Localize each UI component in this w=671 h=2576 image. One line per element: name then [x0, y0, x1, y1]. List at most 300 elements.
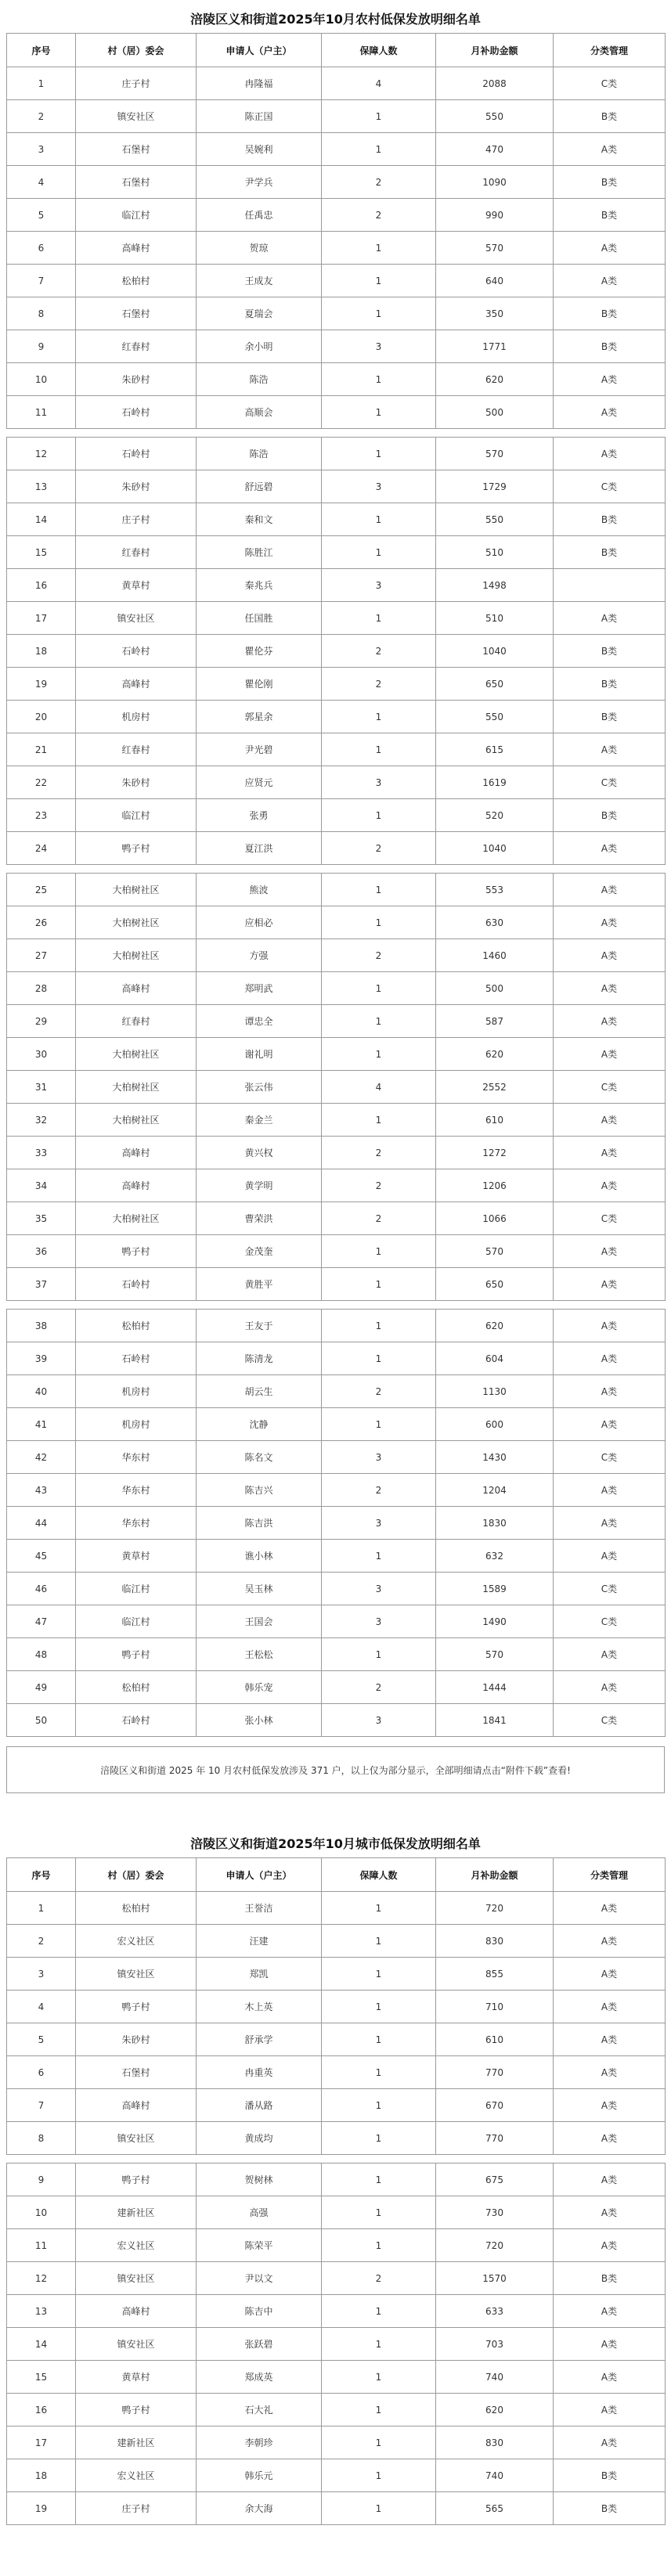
cell-applicant: 余大海	[197, 2492, 322, 2525]
cell-persons: 1	[322, 133, 436, 166]
cell-committee: 石岭村	[76, 1342, 197, 1375]
cell-serial: 37	[7, 1268, 76, 1301]
cell-persons: 1	[322, 2459, 436, 2492]
cell-applicant: 陈吉中	[197, 2295, 322, 2328]
table-row	[7, 2295, 666, 2328]
cell-serial: 43	[7, 1474, 76, 1507]
cell-applicant: 秦兆兵	[197, 569, 322, 602]
cell-category: B类	[554, 100, 666, 133]
cell-category: A类	[554, 1342, 666, 1375]
cell-persons: 1	[322, 1310, 436, 1342]
cell-category: A类	[554, 1892, 666, 1925]
cell-applicant: 瞿伦刚	[197, 668, 322, 701]
table-row	[7, 2459, 666, 2492]
table-row	[7, 166, 666, 199]
cell-applicant: 韩乐宠	[197, 1671, 322, 1704]
cell-committee: 大柏树社区	[76, 1071, 197, 1104]
cell-serial: 21	[7, 733, 76, 766]
cell-category: A类	[554, 438, 666, 470]
cell-applicant: 张跃碧	[197, 2328, 322, 2361]
cell-committee: 华东村	[76, 1474, 197, 1507]
cell-applicant: 郑明武	[197, 972, 322, 1005]
cell-amount: 570	[436, 232, 554, 265]
cell-persons: 1	[322, 363, 436, 396]
cell-serial: 5	[7, 2023, 76, 2056]
table-row	[7, 1704, 666, 1737]
cell-serial: 15	[7, 536, 76, 569]
cell-amount: 1040	[436, 635, 554, 668]
cell-committee: 宏义社区	[76, 1925, 197, 1958]
cell-category: A类	[554, 1408, 666, 1441]
cell-serial: 23	[7, 799, 76, 832]
cell-category: A类	[554, 2295, 666, 2328]
rural-table-4	[6, 1309, 666, 1737]
cell-committee: 黄草村	[76, 2361, 197, 2394]
cell-applicant: 高顺会	[197, 396, 322, 429]
cell-category: A类	[554, 2426, 666, 2459]
cell-persons: 2	[322, 1137, 436, 1169]
rural-note: 涪陵区义和街道 2025 年 10 月农村低保发放涉及 371 户，以上仅为部分显示，全部明细请点击“附件下载”查看!	[6, 1746, 665, 1793]
cell-category: A类	[554, 1375, 666, 1408]
cell-applicant: 舒远碧	[197, 470, 322, 503]
cell-persons: 3	[322, 1704, 436, 1737]
cell-amount: 604	[436, 1342, 554, 1375]
cell-persons: 1	[322, 2229, 436, 2262]
cell-persons: 1	[322, 874, 436, 906]
cell-committee: 石堡村	[76, 297, 197, 330]
cell-amount: 1066	[436, 1202, 554, 1235]
cell-amount: 633	[436, 2295, 554, 2328]
cell-applicant: 方强	[197, 939, 322, 972]
cell-persons: 1	[322, 2089, 436, 2122]
cell-applicant: 潘从路	[197, 2089, 322, 2122]
cell-category: A类	[554, 133, 666, 166]
cell-serial: 17	[7, 602, 76, 635]
cell-committee: 庄子村	[76, 67, 197, 100]
table-row	[7, 1671, 666, 1704]
cell-applicant: 吴玉林	[197, 1573, 322, 1605]
cell-category: A类	[554, 1137, 666, 1169]
cell-persons: 1	[322, 1038, 436, 1071]
cell-serial: 8	[7, 2122, 76, 2155]
cell-amount: 703	[436, 2328, 554, 2361]
table-row	[7, 2229, 666, 2262]
table-row	[7, 1408, 666, 1441]
header-committee: 村（居）委会	[76, 34, 197, 67]
cell-category: A类	[554, 2023, 666, 2056]
table-row	[7, 503, 666, 536]
cell-committee: 高峰村	[76, 972, 197, 1005]
cell-persons: 3	[322, 330, 436, 363]
cell-applicant: 高强	[197, 2196, 322, 2229]
cell-persons: 2	[322, 1169, 436, 1202]
cell-committee: 鸭子村	[76, 832, 197, 865]
table-row	[7, 470, 666, 503]
cell-amount: 470	[436, 133, 554, 166]
cell-applicant: 郭星余	[197, 701, 322, 733]
cell-applicant: 金茂奎	[197, 1235, 322, 1268]
cell-applicant: 张小林	[197, 1704, 322, 1737]
cell-applicant: 黄成均	[197, 2122, 322, 2155]
rural-table-section	[6, 33, 665, 1737]
cell-category: A类	[554, 1925, 666, 1958]
cell-committee: 大柏树社区	[76, 874, 197, 906]
cell-amount: 720	[436, 1892, 554, 1925]
cell-applicant: 黄学明	[197, 1169, 322, 1202]
cell-category: B类	[554, 2459, 666, 2492]
cell-serial: 26	[7, 906, 76, 939]
cell-applicant: 尹光碧	[197, 733, 322, 766]
table-row	[7, 1573, 666, 1605]
cell-amount: 1570	[436, 2262, 554, 2295]
cell-committee: 松柏村	[76, 1671, 197, 1704]
cell-amount: 620	[436, 363, 554, 396]
cell-amount: 855	[436, 1958, 554, 1991]
cell-applicant: 贺琼	[197, 232, 322, 265]
table-row	[7, 199, 666, 232]
cell-committee: 建新社区	[76, 2196, 197, 2229]
cell-amount: 1490	[436, 1605, 554, 1638]
cell-persons: 2	[322, 1671, 436, 1704]
cell-committee: 鸭子村	[76, 1991, 197, 2023]
cell-amount: 1841	[436, 1704, 554, 1737]
cell-applicant: 韩乐元	[197, 2459, 322, 2492]
cell-category: B类	[554, 668, 666, 701]
table-row	[7, 701, 666, 733]
cell-serial: 6	[7, 2056, 76, 2089]
cell-category: A类	[554, 363, 666, 396]
table-row	[7, 2196, 666, 2229]
table-row	[7, 1202, 666, 1235]
cell-persons: 1	[322, 602, 436, 635]
cell-committee: 黄草村	[76, 1540, 197, 1573]
cell-persons: 3	[322, 1507, 436, 1540]
cell-persons: 2	[322, 166, 436, 199]
cell-category: A类	[554, 1958, 666, 1991]
cell-amount: 620	[436, 2394, 554, 2426]
rural-table-2	[6, 437, 666, 865]
cell-category: C类	[554, 1071, 666, 1104]
cell-persons: 2	[322, 832, 436, 865]
cell-persons: 1	[322, 1268, 436, 1301]
cell-amount: 990	[436, 199, 554, 232]
cell-serial: 5	[7, 199, 76, 232]
cell-committee: 高峰村	[76, 1169, 197, 1202]
cell-category: A类	[554, 2394, 666, 2426]
cell-persons: 3	[322, 1573, 436, 1605]
cell-applicant: 秦金兰	[197, 1104, 322, 1137]
cell-serial: 6	[7, 232, 76, 265]
table-row	[7, 1441, 666, 1474]
cell-committee: 建新社区	[76, 2426, 197, 2459]
table-row	[7, 2492, 666, 2525]
cell-amount: 1830	[436, 1507, 554, 1540]
table-row	[7, 2122, 666, 2155]
cell-applicant: 尹学兵	[197, 166, 322, 199]
cell-serial: 19	[7, 668, 76, 701]
cell-persons: 1	[322, 2295, 436, 2328]
table-row	[7, 2023, 666, 2056]
cell-persons: 1	[322, 1408, 436, 1441]
cell-amount: 1272	[436, 1137, 554, 1169]
cell-committee: 高峰村	[76, 668, 197, 701]
cell-serial: 11	[7, 2229, 76, 2262]
cell-persons: 2	[322, 635, 436, 668]
cell-persons: 1	[322, 2361, 436, 2394]
cell-committee: 红春村	[76, 1005, 197, 1038]
cell-amount: 632	[436, 1540, 554, 1573]
table-row	[7, 1991, 666, 2023]
cell-amount: 1460	[436, 939, 554, 972]
cell-persons: 1	[322, 1540, 436, 1573]
cell-committee: 高峰村	[76, 2089, 197, 2122]
cell-persons: 2	[322, 199, 436, 232]
table-row	[7, 1892, 666, 1925]
cell-committee: 石岭村	[76, 1268, 197, 1301]
cell-persons: 2	[322, 2262, 436, 2295]
cell-serial: 28	[7, 972, 76, 1005]
cell-amount: 620	[436, 1310, 554, 1342]
cell-committee: 大柏树社区	[76, 1038, 197, 1071]
cell-persons: 1	[322, 733, 436, 766]
cell-amount: 740	[436, 2361, 554, 2394]
cell-amount: 510	[436, 602, 554, 635]
cell-amount: 570	[436, 438, 554, 470]
cell-committee: 红春村	[76, 330, 197, 363]
cell-amount: 610	[436, 2023, 554, 2056]
cell-category: A类	[554, 396, 666, 429]
header-category: 分类管理	[554, 34, 666, 67]
cell-amount: 1619	[436, 766, 554, 799]
table-row	[7, 2394, 666, 2426]
cell-category: B类	[554, 330, 666, 363]
cell-committee: 大柏树社区	[76, 906, 197, 939]
cell-amount: 550	[436, 100, 554, 133]
cell-category: C类	[554, 1704, 666, 1737]
cell-persons: 1	[322, 1342, 436, 1375]
cell-applicant: 陈浩	[197, 438, 322, 470]
cell-serial: 1	[7, 1892, 76, 1925]
table-row	[7, 438, 666, 470]
cell-applicant: 任国胜	[197, 602, 322, 635]
cell-applicant: 黄兴权	[197, 1137, 322, 1169]
cell-applicant: 谭忠全	[197, 1005, 322, 1038]
cell-serial: 41	[7, 1408, 76, 1441]
cell-category: A类	[554, 1038, 666, 1071]
cell-category: A类	[554, 1474, 666, 1507]
table-row	[7, 668, 666, 701]
cell-serial: 9	[7, 2163, 76, 2196]
cell-persons: 4	[322, 1071, 436, 1104]
cell-amount: 740	[436, 2459, 554, 2492]
cell-serial: 3	[7, 133, 76, 166]
cell-committee: 宏义社区	[76, 2229, 197, 2262]
cell-persons: 1	[322, 232, 436, 265]
cell-committee: 鸭子村	[76, 1638, 197, 1671]
table-row	[7, 832, 666, 865]
cell-applicant: 吴婉利	[197, 133, 322, 166]
cell-amount: 510	[436, 536, 554, 569]
cell-committee: 镇安社区	[76, 2262, 197, 2295]
cell-category: B类	[554, 297, 666, 330]
table-row	[7, 1605, 666, 1638]
cell-amount: 2088	[436, 67, 554, 100]
cell-category: A类	[554, 1005, 666, 1038]
cell-serial: 10	[7, 2196, 76, 2229]
header-applicant: 申请人（户主）	[197, 34, 322, 67]
cell-persons: 1	[322, 503, 436, 536]
cell-category: A类	[554, 939, 666, 972]
cell-committee: 朱砂村	[76, 766, 197, 799]
cell-serial: 38	[7, 1310, 76, 1342]
table-row	[7, 972, 666, 1005]
cell-persons: 3	[322, 766, 436, 799]
cell-persons: 2	[322, 668, 436, 701]
cell-applicant: 木上英	[197, 1991, 322, 2023]
cell-persons: 1	[322, 297, 436, 330]
cell-serial: 36	[7, 1235, 76, 1268]
cell-amount: 1771	[436, 330, 554, 363]
cell-persons: 1	[322, 972, 436, 1005]
cell-persons: 1	[322, 2122, 436, 2155]
cell-applicant: 尹以文	[197, 2262, 322, 2295]
cell-category: A类	[554, 2328, 666, 2361]
cell-committee: 高峰村	[76, 1137, 197, 1169]
cell-category: A类	[554, 1104, 666, 1137]
urban-table-2	[6, 2163, 666, 2525]
cell-amount: 675	[436, 2163, 554, 2196]
cell-amount: 770	[436, 2056, 554, 2089]
cell-persons: 1	[322, 1925, 436, 1958]
cell-committee: 庄子村	[76, 2492, 197, 2525]
cell-category: A类	[554, 906, 666, 939]
cell-category: B类	[554, 2262, 666, 2295]
cell-committee: 石岭村	[76, 396, 197, 429]
cell-category: B类	[554, 2492, 666, 2525]
cell-serial: 17	[7, 2426, 76, 2459]
cell-committee: 华东村	[76, 1441, 197, 1474]
cell-applicant: 张云伟	[197, 1071, 322, 1104]
cell-applicant: 郑成英	[197, 2361, 322, 2394]
cell-amount: 350	[436, 297, 554, 330]
cell-persons: 1	[322, 100, 436, 133]
table-header-row	[7, 34, 666, 67]
cell-committee: 红春村	[76, 536, 197, 569]
cell-committee: 机房村	[76, 1375, 197, 1408]
cell-amount: 1589	[436, 1573, 554, 1605]
cell-committee: 松柏村	[76, 1892, 197, 1925]
cell-category: A类	[554, 832, 666, 865]
cell-committee: 红春村	[76, 733, 197, 766]
cell-category: C类	[554, 766, 666, 799]
cell-committee: 镇安社区	[76, 1958, 197, 1991]
cell-committee: 镇安社区	[76, 2328, 197, 2361]
cell-serial: 16	[7, 2394, 76, 2426]
cell-serial: 44	[7, 1507, 76, 1540]
cell-serial: 3	[7, 1958, 76, 1991]
cell-serial: 48	[7, 1638, 76, 1671]
cell-persons: 1	[322, 701, 436, 733]
header-persons: 保障人数	[322, 34, 436, 67]
table-row	[7, 67, 666, 100]
table-row	[7, 766, 666, 799]
table-row	[7, 232, 666, 265]
cell-applicant: 谢礼明	[197, 1038, 322, 1071]
table-row	[7, 1925, 666, 1958]
cell-category: A类	[554, 2196, 666, 2229]
cell-amount: 570	[436, 1235, 554, 1268]
cell-amount: 730	[436, 2196, 554, 2229]
cell-serial: 18	[7, 635, 76, 668]
rural-title: 涪陵区义和街道2025年10月农村低保发放明细名单	[190, 12, 481, 27]
cell-persons: 2	[322, 939, 436, 972]
cell-committee: 机房村	[76, 701, 197, 733]
table-row	[7, 1104, 666, 1137]
table-row	[7, 1137, 666, 1169]
cell-committee: 大柏树社区	[76, 939, 197, 972]
table-row	[7, 2089, 666, 2122]
table-row	[7, 2056, 666, 2089]
table-row	[7, 363, 666, 396]
cell-committee: 大柏树社区	[76, 1202, 197, 1235]
cell-applicant: 夏江洪	[197, 832, 322, 865]
cell-category: A类	[554, 2361, 666, 2394]
cell-amount: 830	[436, 1925, 554, 1958]
cell-applicant: 余小明	[197, 330, 322, 363]
cell-category: B类	[554, 199, 666, 232]
cell-persons: 1	[322, 2394, 436, 2426]
cell-applicant: 陈吉兴	[197, 1474, 322, 1507]
cell-applicant: 胡云生	[197, 1375, 322, 1408]
cell-applicant: 夏瑞会	[197, 297, 322, 330]
cell-serial: 13	[7, 470, 76, 503]
cell-serial: 8	[7, 297, 76, 330]
cell-category: B类	[554, 536, 666, 569]
cell-category: A类	[554, 1540, 666, 1573]
cell-amount: 1444	[436, 1671, 554, 1704]
cell-category: C类	[554, 1202, 666, 1235]
table-row	[7, 1268, 666, 1301]
cell-category: A类	[554, 1507, 666, 1540]
cell-serial: 1	[7, 67, 76, 100]
cell-serial: 7	[7, 265, 76, 297]
cell-serial: 39	[7, 1342, 76, 1375]
cell-applicant: 陈名文	[197, 1441, 322, 1474]
header-persons: 保障人数	[322, 1858, 436, 1892]
table-row	[7, 1540, 666, 1573]
cell-category: A类	[554, 2056, 666, 2089]
cell-serial: 11	[7, 396, 76, 429]
cell-amount: 500	[436, 972, 554, 1005]
cell-committee: 石岭村	[76, 438, 197, 470]
cell-amount: 640	[436, 265, 554, 297]
cell-category: A类	[554, 265, 666, 297]
table-row	[7, 635, 666, 668]
cell-serial: 12	[7, 438, 76, 470]
cell-persons: 1	[322, 799, 436, 832]
cell-serial: 34	[7, 1169, 76, 1202]
cell-applicant: 黄胜平	[197, 1268, 322, 1301]
cell-amount: 1729	[436, 470, 554, 503]
cell-amount: 1040	[436, 832, 554, 865]
cell-amount: 620	[436, 1038, 554, 1071]
cell-amount: 1206	[436, 1169, 554, 1202]
cell-serial: 4	[7, 166, 76, 199]
cell-category: A类	[554, 2122, 666, 2155]
cell-category: A类	[554, 1268, 666, 1301]
cell-serial: 27	[7, 939, 76, 972]
cell-applicant: 陈吉洪	[197, 1507, 322, 1540]
